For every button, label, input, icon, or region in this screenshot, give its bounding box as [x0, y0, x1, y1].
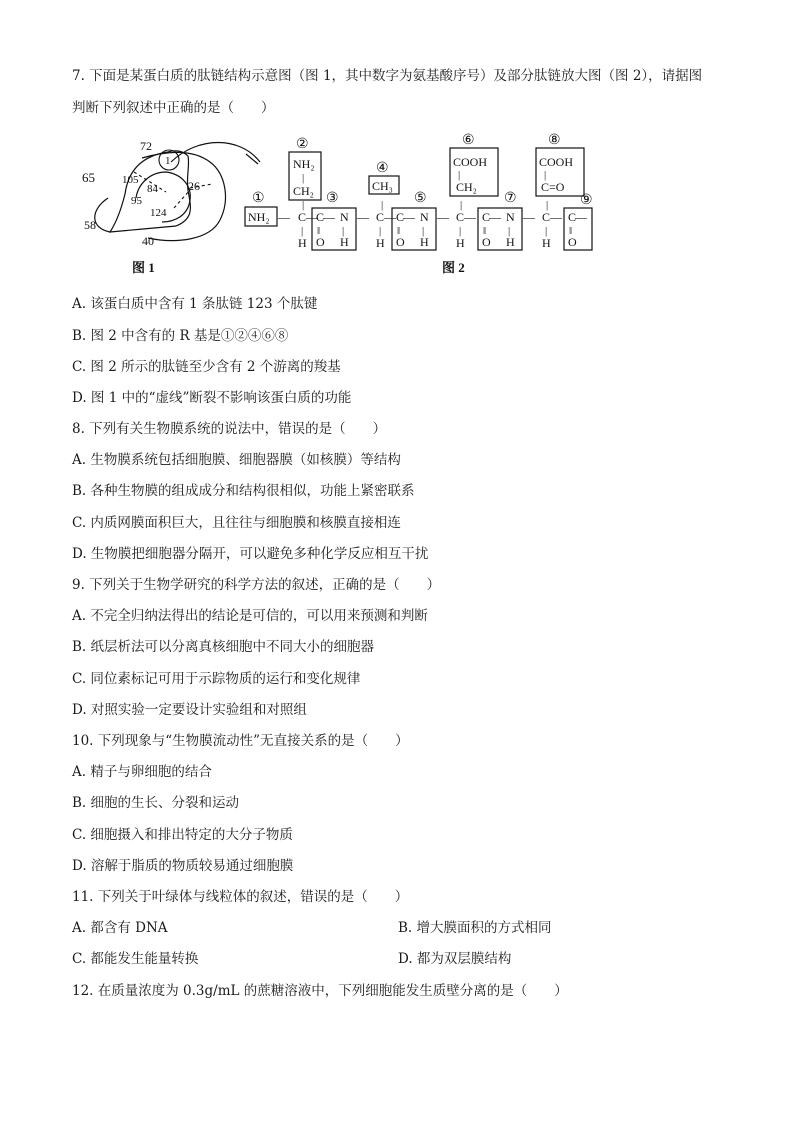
g-dash-4: —	[357, 210, 369, 224]
g-h-alpha1: H	[298, 236, 307, 250]
fig1-label-105: 105	[122, 174, 139, 186]
g-n-3: N	[506, 210, 515, 224]
g-r4-ch3: CH₃	[372, 179, 393, 193]
g-c-co4: C	[568, 210, 577, 224]
q8-stem: 8. 下列有关生物膜系统的说法中，错误的是（ ）	[72, 421, 387, 437]
q12-stem: 12. 在质量浓度为 0.3g/mL 的蔗糖溶液中，下列细胞能发生质壁分离的是（ ）	[72, 983, 568, 999]
q9-option-d: D. 对照实验一定要设计实验组和对照组	[72, 702, 307, 718]
g-r6-bond: |	[458, 169, 461, 181]
fig1-label-72: 72	[140, 139, 152, 153]
circled-5: ⑤	[414, 191, 427, 206]
circled-1: ①	[252, 191, 265, 206]
g-h-alpha4: H	[542, 236, 551, 250]
q8-option-c: C. 内质网膜面积巨大，且往往与细胞膜和核膜直接相连	[72, 515, 401, 531]
circled-8: ⑧	[548, 133, 561, 148]
q7-option-d: D. 图 1 中的“虚线”断裂不影响该蛋白质的功能	[72, 390, 352, 406]
g-dash-3: —	[323, 210, 335, 224]
g-r8-bond2: |	[546, 199, 549, 211]
g-c-alpha3: C	[456, 210, 465, 224]
fig1-label-124: 124	[150, 207, 167, 219]
g-o-3: O	[482, 235, 491, 249]
circled-9: ⑨	[580, 193, 593, 208]
fig1-label-1: 1	[165, 155, 171, 167]
q11-option-c: C. 都能发生能量转换	[72, 951, 199, 967]
q8-option-d: D. 生物膜把细胞器分隔开，可以避免多种化学反应相互干扰	[72, 546, 429, 562]
g-co1-dbl: ‖	[317, 225, 321, 237]
q11-option-d: D. 都为双层膜结构	[398, 951, 512, 967]
g-h-n3: H	[506, 235, 515, 249]
g-c3-bond: |	[459, 225, 462, 237]
q7-option-c: C. 图 2 所示的肽链至少含有 2 个游离的羧基	[72, 359, 341, 375]
g-r8-bond: |	[544, 169, 547, 181]
g-n1-bond: |	[342, 225, 345, 237]
fig1-label-65: 65	[82, 170, 95, 185]
g-dash-7: —	[437, 210, 449, 224]
g-dash-10: —	[523, 210, 535, 224]
circled-4: ④	[376, 161, 389, 176]
g-h-n2: H	[420, 235, 429, 249]
g-c-co3: C	[482, 210, 491, 224]
g-dash-5: —	[384, 210, 396, 224]
figure1-disulfide-bonds	[134, 172, 212, 208]
q9-option-a: A. 不完全归纳法得出的结论是可信的，可以用来预测和判断	[72, 608, 428, 624]
g-dash-8: —	[464, 210, 476, 224]
g-c4-bond: |	[545, 225, 548, 237]
q8-option-b: B. 各种生物膜的组成成分和结构很相似，功能上紧密联系	[72, 483, 415, 499]
g-co2-dbl: ‖	[397, 225, 401, 237]
g-r8-cooh: COOH	[539, 155, 574, 169]
figure2-caption: 图 2	[442, 260, 465, 275]
g-c2-bond: |	[379, 225, 382, 237]
g-co4-dbl: ‖	[569, 225, 573, 237]
g-nh2-term: NH₂	[248, 210, 270, 224]
g-dash-12: —	[575, 210, 587, 224]
q7-option-b: B. 图 2 中含有的 R 基是①②④⑥⑧	[72, 328, 289, 344]
q7-option-a: A. 该蛋白质中含有 1 条肽链 123 个肽键	[72, 296, 318, 312]
q7-stem-line2: 判断下列叙述中正确的是（ ）	[72, 100, 275, 116]
fig1-label-26: 26	[188, 179, 200, 193]
q11-stem: 11. 下列关于叶绿体与线粒体的叙述，错误的是（ ）	[72, 889, 409, 905]
q9-option-c: C. 同位素标记可用于示踪物质的运行和变化规律	[72, 671, 361, 687]
g-c-co1: C	[316, 210, 325, 224]
q7-figures	[70, 132, 630, 280]
g-co3-dbl: ‖	[483, 225, 487, 237]
g-dash-6: —	[403, 210, 415, 224]
peptide-figures-svg	[70, 132, 630, 280]
fig1-label-95: 95	[131, 195, 142, 207]
q10-stem: 10. 下列现象与“生物膜流动性”无直接关系的是（ ）	[72, 733, 409, 749]
g-r2-ch2: CH₂	[293, 184, 314, 198]
q9-stem: 9. 下列关于生物学研究的科学方法的叙述，正确的是（ ）	[72, 577, 441, 593]
g-dash-9: —	[489, 210, 501, 224]
circled-2: ②	[296, 137, 309, 152]
q10-option-d: D. 溶解于脂质的物质较易通过细胞膜	[72, 858, 294, 874]
g-r6-cooh: COOH	[453, 155, 488, 169]
g-n3-bond: |	[508, 225, 511, 237]
g-c-co2: C	[396, 210, 405, 224]
g-dash-11: —	[550, 210, 562, 224]
g-o-4: O	[568, 235, 577, 249]
g-o-2: O	[396, 235, 405, 249]
g-c-alpha2: C	[376, 210, 385, 224]
g-r4-bond: |	[381, 199, 384, 211]
fig1-label-84: 84	[147, 183, 158, 195]
circled-6: ⑥	[462, 133, 475, 148]
g-dash-2: —	[306, 210, 318, 224]
g-c-alpha1: C	[298, 210, 307, 224]
q10-option-b: B. 细胞的生长、分裂和运动	[72, 795, 240, 811]
g-h-alpha3: H	[456, 236, 465, 250]
q7-stem-line1: 7. 下面是某蛋白质的肽链结构示意图（图 1，其中数字为氨基酸序号）及部分肽链放大图（图 2），请据图	[72, 68, 703, 84]
figure1-caption: 图 1	[132, 260, 155, 275]
g-c-alpha4: C	[542, 210, 551, 224]
q11-option-b: B. 增大膜面积的方式相同	[398, 920, 552, 936]
g-c1-bond: |	[301, 225, 304, 237]
q10-option-c: C. 细胞摄入和排出特定的大分子物质	[72, 827, 293, 843]
g-r2-nh2: NH₂	[293, 157, 315, 171]
g-dash-1: —	[278, 210, 290, 224]
fig1-label-40: 40	[142, 234, 154, 248]
circled-7: ⑦	[504, 191, 517, 206]
fig1-label-58: 58	[84, 218, 96, 232]
g-o-1: O	[316, 235, 325, 249]
g-r2-bond2: |	[302, 199, 305, 211]
g-r8-co: C=O	[541, 180, 565, 194]
q8-option-a: A. 生物膜系统包括细胞膜、细胞器膜（如核膜）等结构	[72, 452, 401, 468]
q10-option-a: A. 精子与卵细胞的结合	[72, 764, 212, 780]
g-n-1: N	[340, 210, 349, 224]
q9-option-b: B. 纸层析法可以分离真核细胞中不同大小的细胞器	[72, 639, 375, 655]
g-r6-bond2: |	[460, 199, 463, 211]
circled-3: ③	[326, 191, 339, 206]
g-r2-bond: |	[302, 172, 305, 184]
g-h-n1: H	[340, 235, 349, 249]
g-n-2: N	[420, 210, 429, 224]
g-r6-ch2: CH₂	[456, 180, 477, 194]
g-n2-bond: |	[422, 225, 425, 237]
g-h-alpha2: H	[376, 236, 385, 250]
q11-option-a: A. 都含有 DNA	[72, 920, 168, 936]
figure1-folded-chain	[95, 143, 260, 241]
